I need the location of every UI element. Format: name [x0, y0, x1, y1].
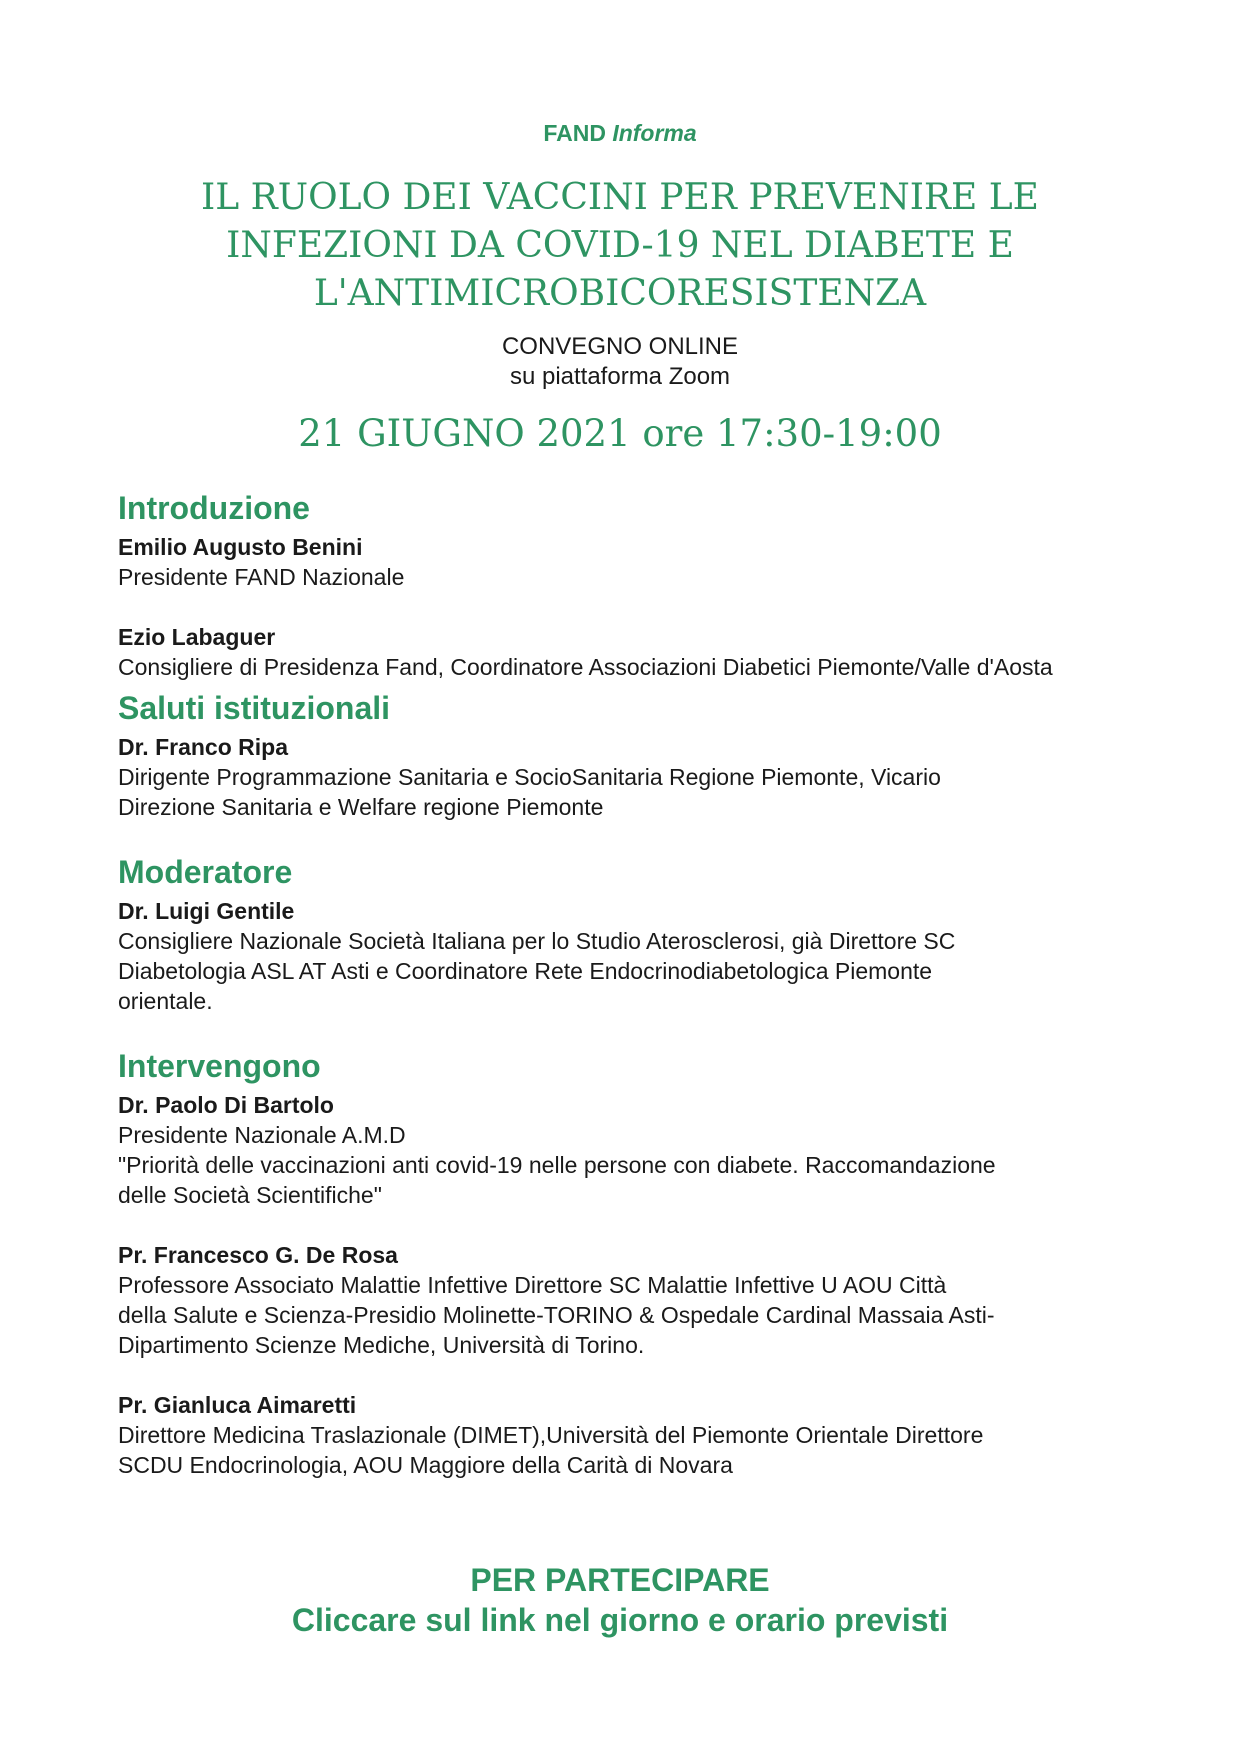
speaker-role: Consigliere di Presidenza Fand, Coordinatore Associazioni Diabetici Piemonte/Valle d'Aosta	[118, 654, 1053, 680]
speaker-block	[118, 622, 1138, 682]
title-line: IL RUOLO DEI VACCINI PER PREVENIRE LE	[201, 177, 1039, 218]
program	[118, 488, 1138, 1480]
kicker-rest: Informa	[612, 120, 697, 146]
speaker-name: Pr. Francesco G. De Rosa	[118, 1242, 398, 1268]
footer-heading: PER PARTECIPARE	[470, 1562, 770, 1598]
document-title	[0, 174, 1240, 318]
event-info	[0, 332, 1240, 392]
title-line: L'ANTIMICROBICORESISTENZA	[313, 273, 927, 314]
speaker-role: della Salute e Scienza-Presidio Molinette-TORINO & Ospedale Cardinal Massaia Asti-	[118, 1302, 995, 1328]
speaker-name: Pr. Gianluca Aimaretti	[118, 1392, 357, 1418]
event-date: 21 GIUGNO 2021 ore 17:30-19:00	[298, 412, 942, 455]
speaker-role: Presidente FAND Nazionale	[118, 564, 405, 590]
section-title-intervengono: Intervengono	[118, 1048, 321, 1084]
speaker-role: Direzione Sanitaria e Welfare regione Piemonte	[118, 794, 604, 820]
speaker-name: Ezio Labaguer	[118, 624, 276, 650]
speaker-block	[118, 1240, 1138, 1360]
speaker-block	[118, 1090, 1138, 1210]
event-platform: su piattaforma Zoom	[509, 363, 731, 390]
speaker-role: Dipartimento Scienze Mediche, Università di Torino.	[118, 1332, 645, 1358]
title-line: INFEZIONI DA COVID-19 NEL DIABETE E	[226, 225, 1014, 266]
speaker-role: Diabetologia ASL AT Asti e Coordinatore Rete Endocrinodiabetologica Piemonte	[118, 958, 933, 984]
speaker-role: SCDU Endocrinologia, AOU Maggiore della Carità di Novara	[118, 1452, 733, 1478]
speaker-name: Dr. Luigi Gentile	[118, 898, 295, 924]
speaker-role: Direttore Medicina Traslazionale (DIMET),Università del Piemonte Orientale Direttore	[118, 1422, 984, 1448]
speaker-role: Presidente Nazionale A.M.D	[118, 1122, 406, 1148]
speaker-role: Professore Associato Malattie Infettive Direttore SC Malattie Infettive U AOU Città	[118, 1272, 947, 1298]
participation-footer	[0, 1560, 1240, 1640]
speaker-name: Emilio Augusto Benini	[118, 534, 363, 560]
speaker-block	[118, 1390, 1138, 1480]
speaker-role: Consigliere Nazionale Società Italiana per lo Studio Aterosclerosi, già Direttore SC	[118, 928, 956, 954]
kicker	[0, 120, 1240, 147]
speaker-role: "Priorità delle vaccinazioni anti covid-19 nelle persone con diabete. Raccomandazione	[118, 1152, 996, 1178]
section-title-saluti: Saluti istituzionali	[118, 690, 391, 726]
speaker-name: Dr. Paolo Di Bartolo	[118, 1092, 334, 1118]
kicker-brand: FAND	[543, 120, 606, 146]
event-type: CONVEGNO ONLINE	[501, 333, 739, 360]
section-title-introduzione: Introduzione	[118, 490, 310, 526]
speaker-block	[118, 732, 1138, 822]
section-title-moderatore: Moderatore	[118, 854, 293, 890]
footer-instruction: Cliccare sul link nel giorno e orario previsti	[291, 1602, 949, 1638]
speaker-role: Dirigente Programmazione Sanitaria e SocioSanitaria Regione Piemonte, Vicario	[118, 764, 941, 790]
speaker-role: orientale.	[118, 988, 213, 1014]
speaker-role: delle Società Scientifiche"	[118, 1182, 382, 1208]
speaker-block	[118, 896, 1138, 1016]
speaker-name: Dr. Franco Ripa	[118, 734, 288, 760]
speaker-block	[118, 532, 1138, 592]
